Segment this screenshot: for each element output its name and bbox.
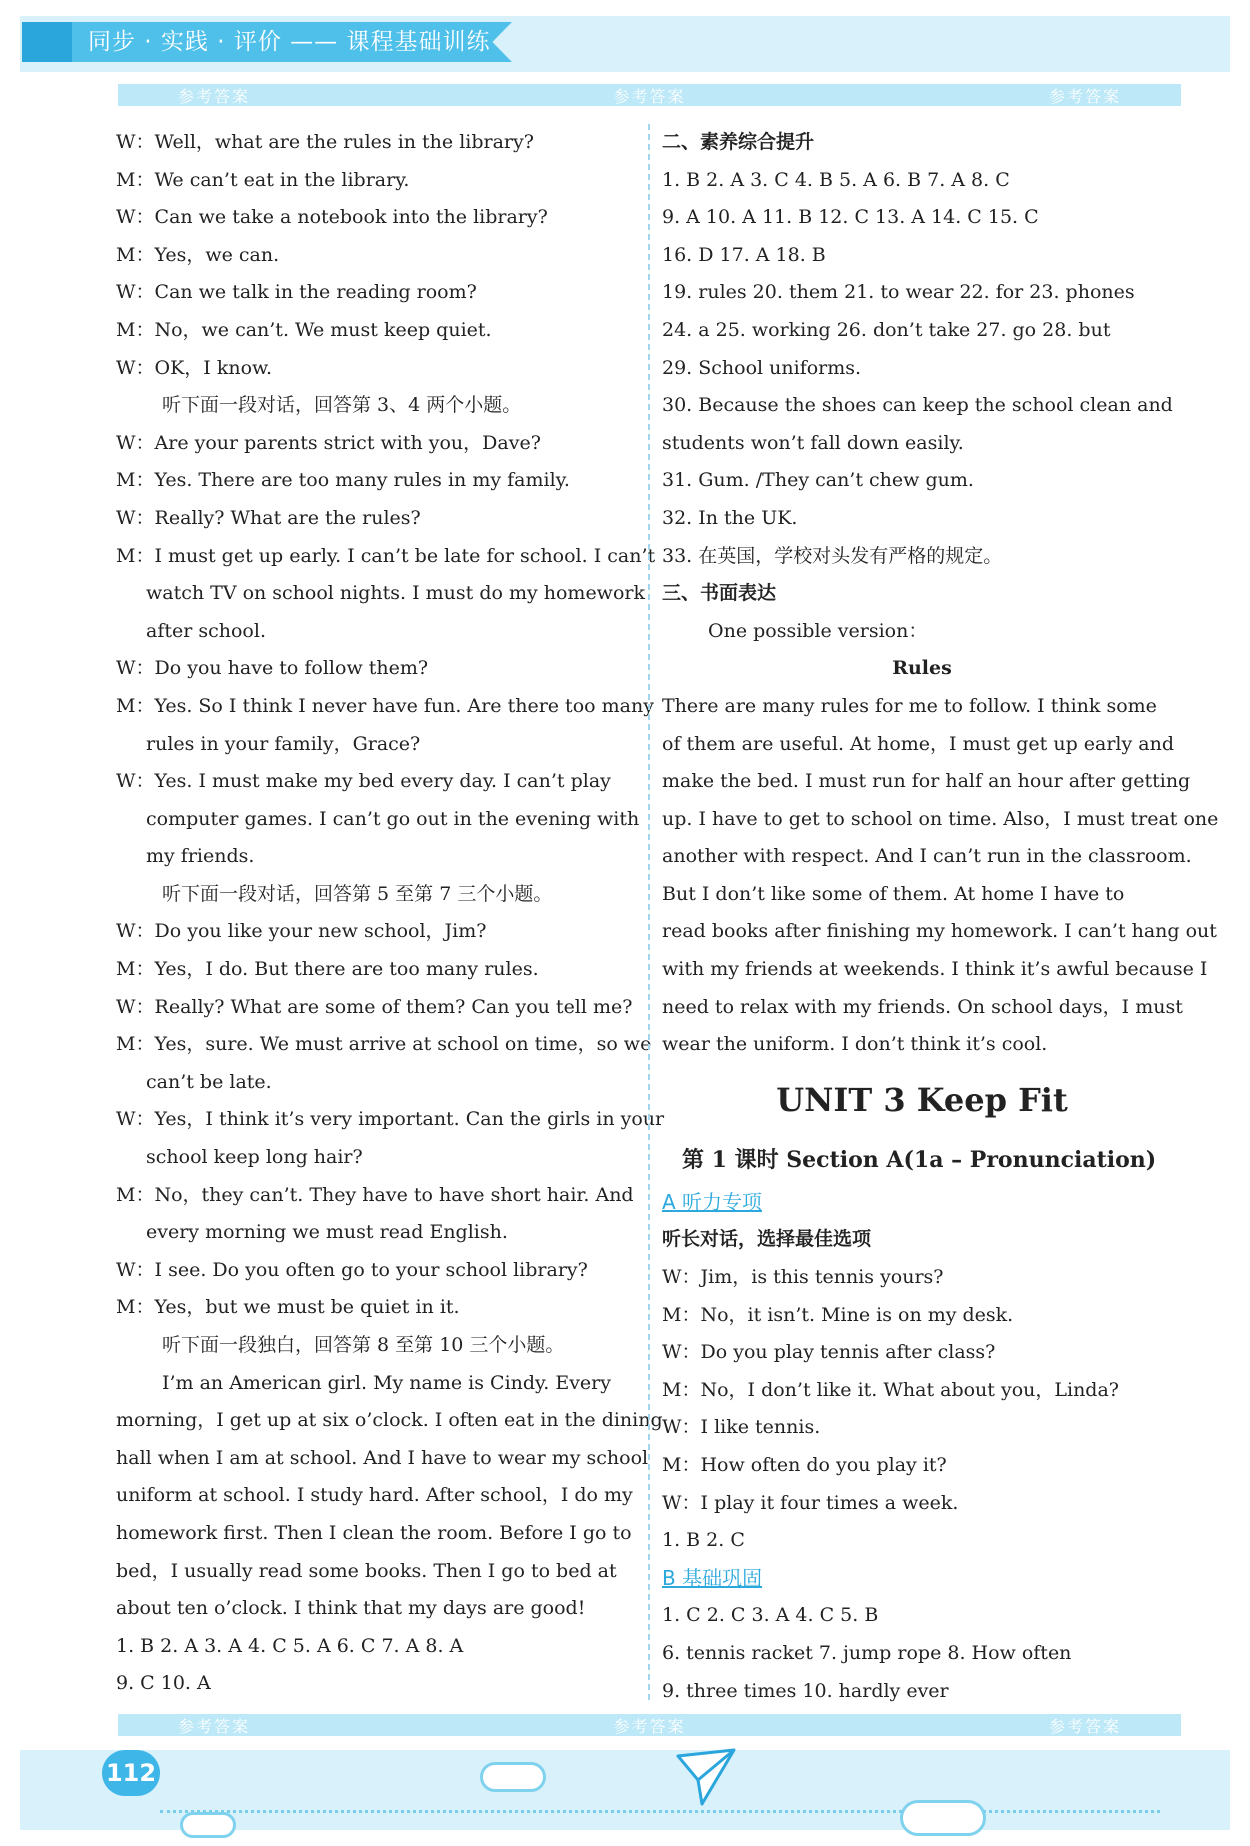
answer-bar-label: 参考答案 <box>613 86 686 106</box>
text-line: after school. <box>146 619 266 642</box>
text-line: homework first. Then I clean the room. Before I go to <box>116 1521 632 1544</box>
essay-line: with my friends at weekends. I think it’s awful because I <box>662 958 1208 981</box>
answer-line: 6. tennis racket 7. jump rope 8. How often <box>662 1641 1072 1664</box>
text-line: school keep long hair? <box>146 1146 363 1169</box>
section2-answers <box>662 162 1182 576</box>
dialog-line: M：How often do you play it? <box>662 1454 947 1476</box>
answer-line: 30. Because the shoes can keep the school clean and <box>662 394 1173 417</box>
text-line: W：OK，I know. <box>116 356 273 379</box>
text-line: M：Yes，sure. We must arrive at school on time，so we <box>116 1033 652 1056</box>
essay-body <box>662 688 1219 1064</box>
text-line: M：I must get up early. I can’t be late for school. I can’t <box>116 544 656 567</box>
text-line: bed，I usually read some books. Then I go to bed at <box>116 1559 617 1582</box>
essay-line: make the bed. I must run for half an hour after getting <box>662 770 1191 793</box>
essay-line: There are many rules for me to follow. I think some <box>662 694 1157 717</box>
essay-title: Rules <box>892 657 952 680</box>
essay-line: another with respect. And I can’t run in the classroom. <box>662 845 1192 868</box>
answer-line: 16. D 17. A 18. B <box>662 243 826 266</box>
column-divider <box>648 124 650 1700</box>
unit-title: UNIT 3 Keep Fit <box>776 1080 1068 1119</box>
text-line: W：Well，what are the rules in the library? <box>116 131 534 153</box>
text-line: M：We can’t eat in the library. <box>116 168 410 191</box>
dialog <box>662 1259 1182 1522</box>
essay-line: But I don’t like some of them. At home I have to <box>662 882 1125 905</box>
answer-line: 31. Gum. /They can’t chew gum. <box>662 469 974 492</box>
footer-dotted-line <box>160 1810 1160 1813</box>
dialog-line: W：I like tennis. <box>662 1416 821 1439</box>
text-line: hall when I am at school. And I have to wear my school <box>116 1446 649 1469</box>
text-line: M：Yes，I do. But there are too many rules. <box>116 958 539 981</box>
answer-line: students won’t fall down easily. <box>662 431 964 454</box>
text-line: M：No，they can’t. They have to have short hair. And <box>116 1183 634 1206</box>
text-line: my friends. <box>146 845 255 868</box>
answer-bar-label: 参考答案 <box>178 1716 251 1736</box>
cloud-icon <box>480 1762 546 1792</box>
essay-line: up. I have to get to school on time. Also，I must treat one <box>662 807 1219 830</box>
text-line: 听下面一段独白，回答第 8 至第 10 三个小题。 <box>162 1334 565 1356</box>
answer-bar-top <box>118 84 1181 106</box>
answer-line: 1. C 2. C 3. A 4. C 5. B <box>662 1604 879 1627</box>
left-column <box>116 124 665 1703</box>
text-line: W：Do you like your new school，Jim? <box>116 920 487 943</box>
answer-line: 19. rules 20. them 21. to wear 22. for 23. phones <box>662 281 1135 304</box>
answer-bar-label: 参考答案 <box>1048 1716 1121 1736</box>
dialog-line: W：Jim，is this tennis yours? <box>662 1266 944 1289</box>
lesson-title: 第 1 课时 Section A(1a – Pronunciation) <box>682 1146 1157 1173</box>
text-line: W：Are your parents strict with you，Dave? <box>116 431 541 454</box>
page-number: 112 <box>102 1750 160 1796</box>
answer-bar-bottom <box>118 1714 1181 1736</box>
text-line: W：Can we take a notebook into the library? <box>116 206 548 229</box>
answer-line: 29. School uniforms. <box>662 356 862 379</box>
section2-title: 二、素养综合提升 <box>662 131 815 153</box>
paper-plane-icon <box>674 1746 738 1810</box>
dialog-line: M：No，it isn’t. Mine is on my desk. <box>662 1303 1014 1326</box>
text-line: W：Yes. I must make my bed every day. I can’t play <box>116 770 611 793</box>
answer-line: 9. A 10. A 11. B 12. C 13. A 14. C 15. C <box>662 206 1039 229</box>
text-line: 1. B 2. A 3. A 4. C 5. A 6. C 7. A 8. A <box>116 1634 464 1657</box>
part-b-label: B 基础巩固 <box>662 1565 763 1590</box>
header-title: 同步 · 实践 · 评价 —— 课程基础训练 <box>88 29 491 55</box>
text-line: W：Really? What are some of them? Can you tell me? <box>116 995 633 1018</box>
text-line: W：I see. Do you often go to your school library? <box>116 1258 588 1281</box>
essay-line: wear the uniform. I don’t think it’s cool. <box>662 1033 1048 1056</box>
text-line: rules in your family，Grace? <box>146 732 421 755</box>
text-line: M：Yes. There are too many rules in my family. <box>116 469 570 492</box>
answer-bar-label: 参考答案 <box>178 86 251 106</box>
part-a-instruction: 听长对话，选择最佳选项 <box>662 1228 872 1251</box>
text-line: W：Really? What are the rules? <box>116 506 421 529</box>
text-line: M：Yes，we can. <box>116 243 280 266</box>
dialog-line: W：I play it four times a week. <box>662 1491 959 1514</box>
text-line: 听下面一段对话，回答第 5 至第 7 三个小题。 <box>162 882 553 905</box>
essay-line: read books after finishing my homework. I can’t hang out <box>662 920 1217 943</box>
text-line: M：Yes，but we must be quiet in it. <box>116 1296 460 1319</box>
answer-line: 33. 在英国，学校对头发有严格的规定。 <box>662 544 1003 567</box>
dialog-line: M：No，I don’t like it. What about you，Linda? <box>662 1378 1119 1401</box>
text-line: morning，I get up at six o’clock. I often eat in the dining <box>116 1409 663 1432</box>
right-column <box>662 124 1219 1710</box>
text-line: W：Yes，I think it’s very important. Can the girls in your <box>116 1108 665 1131</box>
part-a-answers: 1. B 2. C <box>662 1529 745 1552</box>
text-line: about ten o’clock. I think that my days are good! <box>116 1597 586 1620</box>
essay-line: of them are useful. At home，I must get up early and <box>662 732 1175 755</box>
text-line: W：Do you have to follow them? <box>116 657 429 680</box>
answer-line: 1. B 2. A 3. C 4. B 5. A 6. B 7. A 8. C <box>662 168 1010 191</box>
version-label: One possible version： <box>708 619 928 642</box>
text-line: W：Can we talk in the reading room? <box>116 281 477 304</box>
dialog-line: W：Do you play tennis after class? <box>662 1341 996 1364</box>
answer-line: 32. In the UK. <box>662 506 798 529</box>
text-line: 听下面一段对话，回答第 3、4 两个小题。 <box>162 394 522 417</box>
section3-title: 三、书面表达 <box>662 582 777 605</box>
text-line: 9. C 10. A <box>116 1672 211 1695</box>
cloud-icon <box>180 1812 236 1838</box>
text-line: can’t be late. <box>146 1070 272 1093</box>
answer-line: 9. three times 10. hardly ever <box>662 1679 949 1702</box>
answer-bar-label: 参考答案 <box>1048 86 1121 106</box>
text-line: I’m an American girl. My name is Cindy. Every <box>162 1371 611 1394</box>
part-b-answers <box>662 1597 1182 1710</box>
part-a-label: A 听力专项 <box>662 1189 763 1214</box>
answer-bar-label: 参考答案 <box>613 1716 686 1736</box>
answer-line: 24. a 25. working 26. don’t take 27. go 28. but <box>662 318 1111 341</box>
cloud-icon <box>900 1800 986 1836</box>
text-line: M：No，we can’t. We must keep quiet. <box>116 318 492 341</box>
text-line: computer games. I can’t go out in the evening with <box>146 807 640 830</box>
text-line: M：Yes. So I think I never have fun. Are there too many <box>116 694 654 717</box>
essay-line: need to relax with my friends. On school days，I must <box>662 995 1183 1018</box>
text-line: watch TV on school nights. I must do my homework <box>146 582 645 605</box>
header-square <box>22 22 72 62</box>
text-line: uniform at school. I study hard. After school，I do my <box>116 1484 633 1507</box>
text-line: every morning we must read English. <box>146 1221 508 1244</box>
